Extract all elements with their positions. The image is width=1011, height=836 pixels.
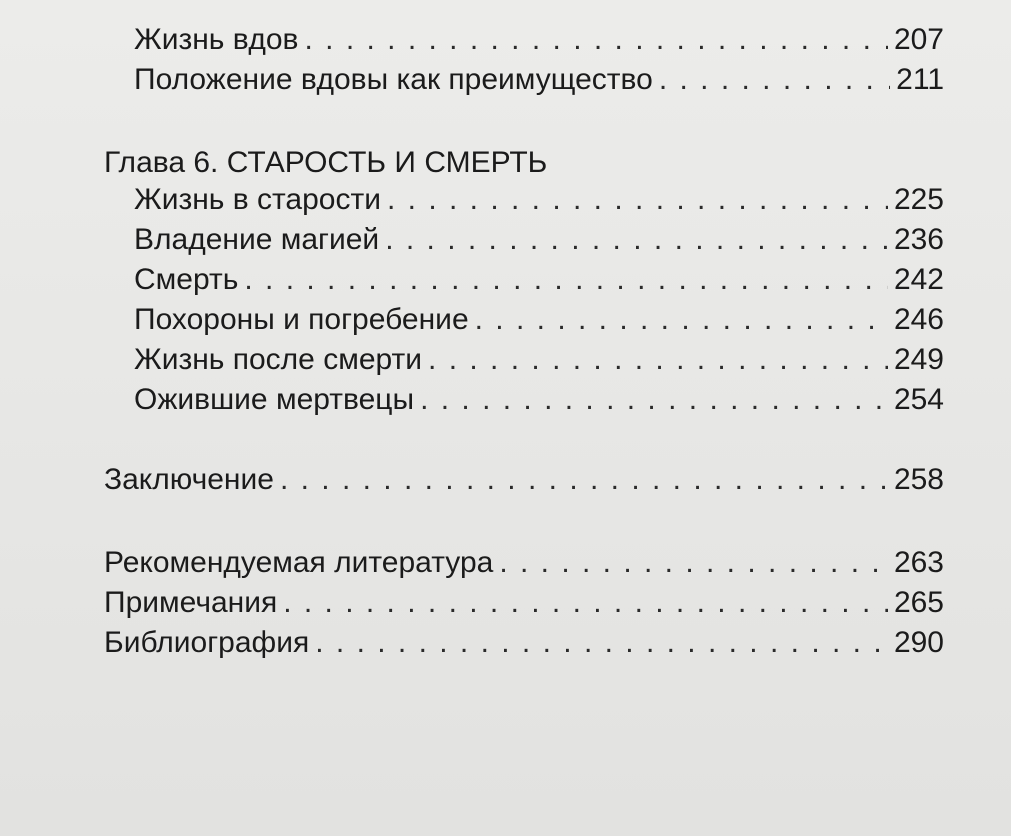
toc-entry [134,182,944,218]
toc-entry-title: Примечания [104,586,278,619]
dot-leader [385,222,888,258]
toc-entry-page: 246 [893,303,944,336]
toc-entry-title: Положение вдовы как преимущество [134,63,653,96]
dot-leader [280,462,888,498]
toc-entry-page: 242 [893,263,944,296]
toc-entry [104,585,944,621]
toc-entry [134,342,944,378]
toc-entry-title: Владение магией [134,223,380,256]
toc-entry-title: Рекомендуемая литература [104,546,494,579]
toc-entry-page: 258 [893,463,944,496]
toc-entry-page: 249 [893,343,944,376]
toc-entry [134,262,944,298]
toc-entry-page: 211 [896,63,944,96]
toc-entry [134,382,944,418]
toc-entry-title: Похороны и погребение [134,303,469,336]
toc-entry-page: 236 [893,223,944,256]
dot-leader [315,625,888,661]
toc-entry-page: 254 [893,383,944,416]
toc-entry [134,62,944,98]
toc-entry-page: 207 [893,23,944,56]
toc-entry-page: 225 [893,183,944,216]
dot-leader [283,585,888,621]
toc-entry-title: Смерть [134,263,239,296]
toc-entry-page: 290 [893,626,944,659]
toc-entry-page: 263 [893,546,944,579]
dot-leader [244,262,888,298]
toc-entry [134,222,944,258]
dot-leader [387,182,888,218]
dot-leader [659,62,890,98]
toc-entry-title: Библиография [104,626,310,659]
dot-leader [420,382,888,418]
toc-entry [104,625,944,661]
dot-leader [475,302,888,338]
dot-leader [428,342,888,378]
toc-entry [134,22,944,58]
toc-entry-title: Заключение [104,463,274,496]
dot-leader [304,22,887,58]
toc-entry-title: Жизнь после смерти [134,343,423,376]
toc-entry-page: 265 [893,586,944,619]
toc-entry-title: Ожившие мертвецы [134,383,415,416]
dot-leader [499,545,888,581]
toc-entry-title: Жизнь в старости [134,183,381,216]
toc-entry [104,545,944,581]
toc-entry [134,302,944,338]
toc-entry-conclusion [104,462,944,498]
chapter-heading: Глава 6. СТАРОСТЬ И СМЕРТЬ [104,146,548,179]
toc-entry-title: Жизнь вдов [134,23,299,56]
